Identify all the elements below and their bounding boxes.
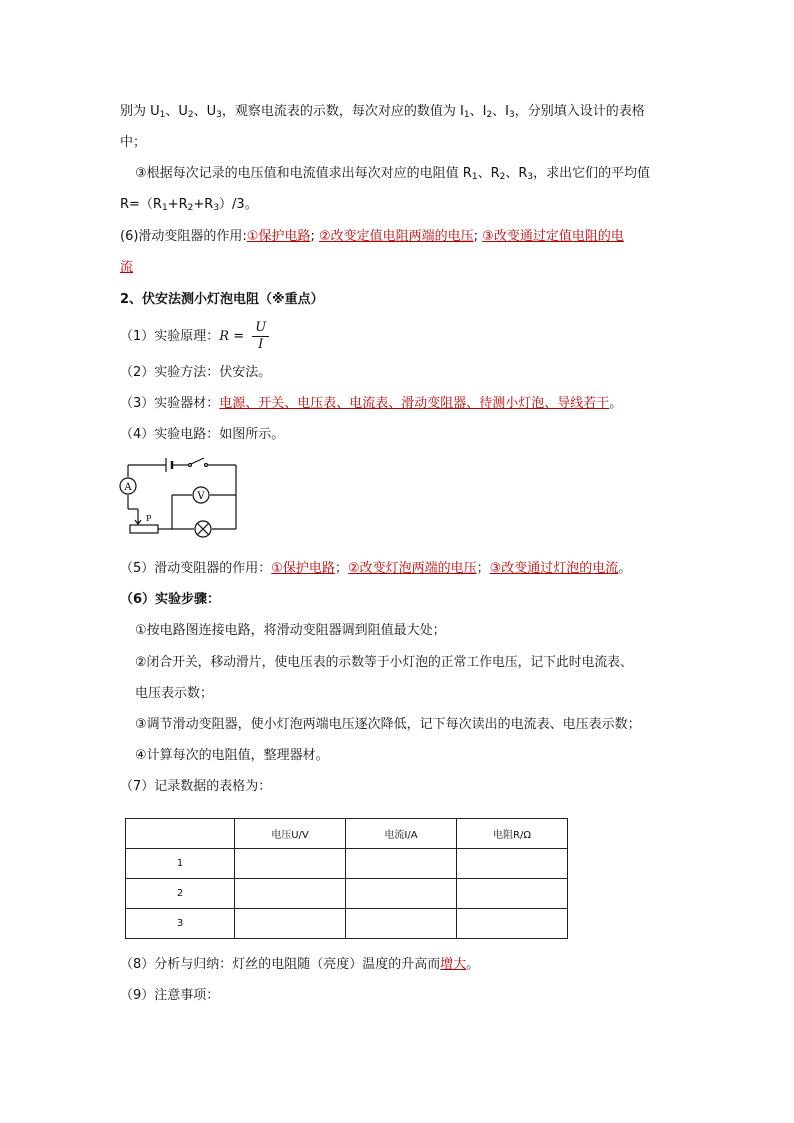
answer-text: 增大	[440, 957, 467, 972]
table-header-row	[126, 819, 568, 849]
data-table	[125, 818, 568, 939]
row-number: 2	[126, 879, 235, 909]
subscript: 1	[471, 172, 478, 182]
table-cell[interactable]	[235, 849, 346, 879]
answer-text: 电源、开关、电压表、电流表、滑动变阻器、待测小灯泡、导线若干	[219, 396, 610, 411]
text: 。	[466, 957, 480, 972]
ammeter-label: A	[124, 482, 132, 493]
subscript: 3	[527, 172, 534, 182]
line-step-3-calc-resistance	[135, 164, 650, 187]
numerator: U	[252, 320, 269, 337]
step-2: ②闭合开关，移动滑片，使电压表的示数等于小灯泡的正常工作电压，记下此时电流表、	[135, 655, 633, 670]
text: 、U	[193, 104, 217, 119]
table-cell[interactable]	[346, 849, 457, 879]
text: =	[229, 329, 249, 344]
line-steps-heading: （6）实验步骤：	[120, 592, 221, 607]
answer-text: ③改变通过定值电阻的电	[482, 229, 624, 244]
row-number: 3	[126, 909, 235, 939]
table-row	[126, 849, 568, 879]
text: 、I	[492, 104, 510, 119]
answer-text: ②改变灯泡两端的电压	[347, 561, 477, 576]
text: ；	[476, 561, 490, 576]
table-header-cell: 电流I/A	[346, 819, 457, 849]
line-voltage-current-records	[120, 102, 645, 125]
text: 。	[609, 396, 623, 411]
text: 。	[618, 561, 632, 576]
table-cell[interactable]	[235, 909, 346, 939]
switch-contact	[205, 464, 208, 467]
answer-text-continuation: 流	[120, 260, 134, 275]
subscript: 2	[499, 172, 506, 182]
line-principle	[120, 320, 269, 354]
table-row	[126, 909, 568, 939]
text: （5）滑动变阻器的作用：	[120, 561, 272, 576]
circuit-diagram	[118, 455, 243, 550]
text: ，观察电流表的示数，每次对应的数值为 I	[221, 104, 464, 119]
row-number: 1	[126, 849, 235, 879]
line-method: （2）实验方法：伏安法。	[120, 365, 272, 380]
switch-lever	[191, 458, 204, 464]
table-cell[interactable]	[235, 879, 346, 909]
table-cell[interactable]	[457, 909, 568, 939]
subscript: 1	[161, 203, 168, 213]
text: 、U	[165, 104, 188, 119]
subscript: 1	[159, 110, 166, 120]
step-3: ③调节滑动变阻器，使小灯泡两端电压逐次降低，记下每次读出的电流表、电压表示数；	[135, 717, 641, 732]
subscript: 1	[463, 110, 470, 120]
text: （3）实验器材：	[120, 396, 220, 411]
text: ）/3。	[219, 197, 258, 212]
line-average-formula	[120, 195, 258, 218]
text: ③根据每次记录的电压值和电流值求出每次对应的电阻值 R	[135, 166, 472, 181]
text: ;	[310, 229, 315, 244]
table-cell[interactable]	[346, 879, 457, 909]
subscript: 2	[187, 110, 194, 120]
text: ，求出它们的平均值	[533, 166, 651, 181]
text: R=（R	[120, 197, 162, 212]
line-analysis	[120, 955, 479, 975]
answer-text: ①保护电路	[246, 229, 311, 244]
denominator: I	[258, 337, 264, 352]
table-header-cell: 电阻R/Ω	[457, 819, 568, 849]
section-heading: 2、伏安法测小灯泡电阻（※重点）	[120, 292, 324, 307]
table-cell[interactable]	[346, 909, 457, 939]
step-2-continuation: 电压表示数；	[135, 686, 214, 701]
text: （8）分析与归纳：灯丝的电阻随（亮度）温度的升高而	[120, 957, 441, 972]
text: +R	[167, 197, 188, 212]
fraction	[252, 320, 269, 353]
table-cell[interactable]	[457, 849, 568, 879]
step-1: ①按电路图连接电路，将滑动变阻器调到阻值最大处；	[135, 623, 446, 638]
rheostat	[130, 525, 158, 533]
line-notes-heading: （9）注意事项：	[120, 988, 220, 1003]
table-header-cell: 电压U/V	[235, 819, 346, 849]
line-rheostat-role-fixed	[120, 227, 624, 247]
text: (6)滑动变阻器的作用:	[120, 229, 247, 244]
answer-text: ①保护电路	[271, 561, 335, 576]
text: +R	[193, 197, 214, 212]
line-equipment	[120, 394, 622, 414]
text: 、R	[505, 166, 528, 181]
line-table-intro: （7）记录数据的表格为：	[120, 779, 272, 794]
text: ;	[473, 229, 479, 244]
answer-text: ③改变通过灯泡的电流	[489, 561, 619, 576]
table-cell[interactable]	[457, 879, 568, 909]
text: （1）实验原理：	[120, 329, 220, 344]
line-continuation: 中；	[120, 135, 147, 150]
step-4: ④计算每次的电阻值，整理器材。	[135, 748, 329, 763]
line-circuit: （4）实验电路：如图所示。	[120, 427, 285, 442]
answer-text: ②改变定值电阻两端的电压	[318, 229, 474, 244]
text: 、I	[469, 104, 487, 119]
subscript: 2	[486, 110, 493, 120]
subscript: 3	[213, 203, 220, 213]
subscript: 3	[216, 110, 222, 120]
table-header-cell	[126, 819, 235, 849]
table-row	[126, 879, 568, 909]
text: ；	[334, 561, 348, 576]
text: ，分别填入设计的表格	[514, 104, 645, 119]
text: 别为 U	[120, 104, 160, 119]
text: 、R	[477, 166, 500, 181]
slider-label: P	[146, 514, 152, 523]
formula-variable: R	[219, 329, 230, 344]
subscript: 3	[509, 110, 515, 120]
voltmeter-label: V	[197, 491, 205, 502]
line-rheostat-role-lamp	[120, 559, 631, 579]
subscript: 2	[187, 203, 194, 213]
